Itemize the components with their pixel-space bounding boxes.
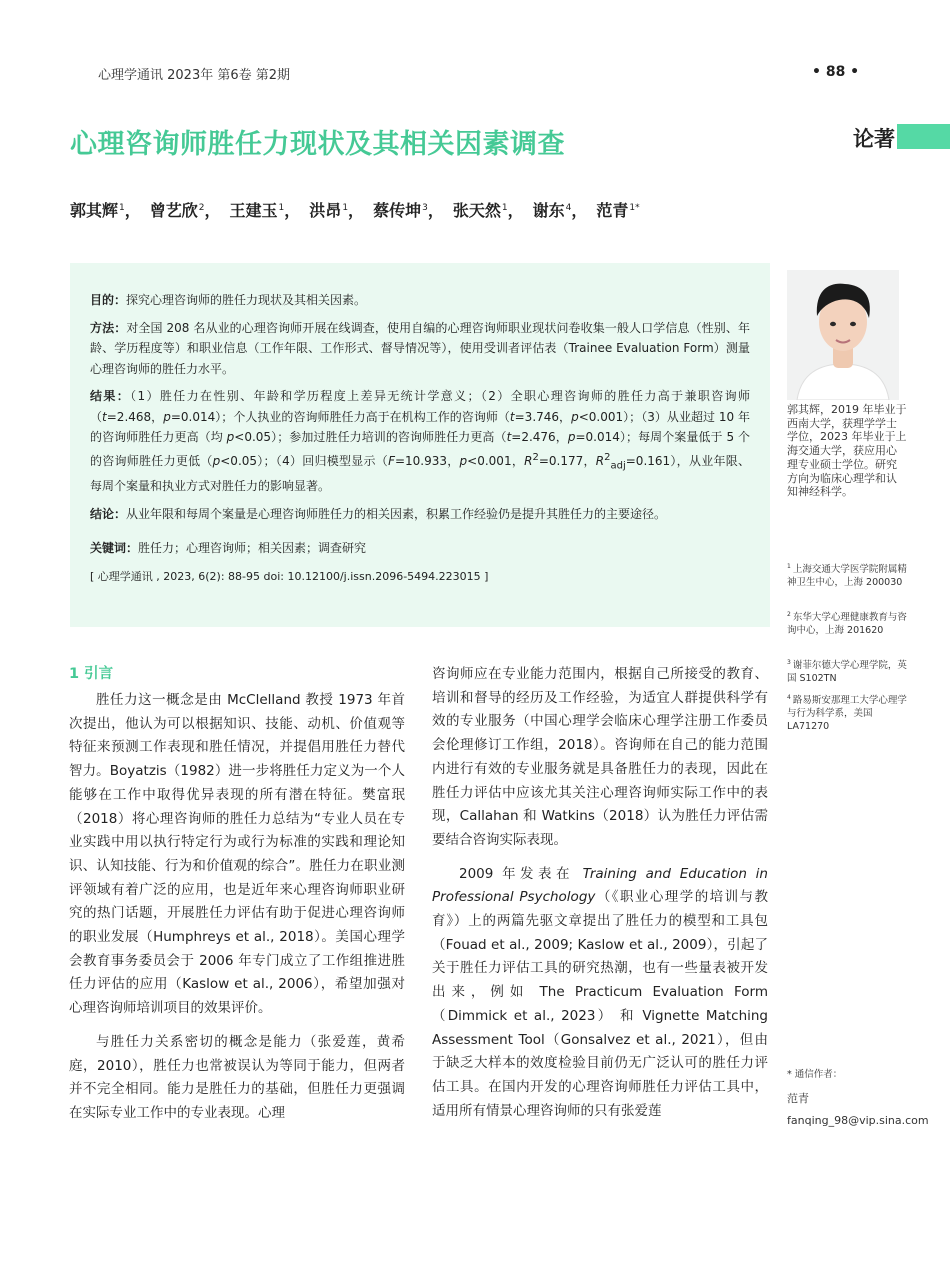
affiliation-2: $^2$ 东华大学心理健康教育与咨询中心，上海 201620: [787, 611, 907, 637]
author-name: 范青: [596, 201, 629, 220]
affiliation-1: $^1$ 上海交通大学医学院附属精神卫生中心，上海 200030: [787, 563, 907, 589]
affiliation-3: $^3$ 谢菲尔德大学心理学院，英国 S102TN: [787, 659, 907, 685]
author-affiliation-mark: 1: [278, 202, 285, 213]
author-separator: ，: [348, 201, 365, 220]
body-paragraph: 与胜任力关系密切的概念是能力（张爱莲，黄希庭，2010），胜任力也常被误认为等同于能力，但两者并不完全相同。能力是胜任力的基础，但胜任力更强调在实际专业工作中的专业表现。心理: [69, 1033, 405, 1121]
author-affiliation-mark: 4: [565, 202, 572, 213]
section-tab-bar: [897, 124, 950, 149]
author-bio: 郭其辉，2019 年毕业于西南大学，获理学学士学位，2023 年毕业于上海交通大学，获应用心理专业硕士学位。研究方向为临床心理学和认知神经科学。: [787, 403, 907, 499]
correspondence-label: * 通信作者：: [787, 1069, 843, 1080]
author-name: 蔡传坤: [373, 201, 422, 220]
correspondence-email: fanqing_98@vip.sina.com: [787, 1114, 929, 1127]
abstract-objective: 目的：探究心理咨询师的胜任力现状及其相关因素。: [90, 293, 367, 307]
abstract-keywords: 关键词：胜任力；心理咨询师；相关因素；调查研究: [90, 541, 367, 556]
author-affiliation-mark: 1: [501, 202, 508, 213]
author-separator: ，: [124, 201, 141, 220]
intro-heading: 1 引言: [69, 666, 114, 682]
author-portrait-image: [787, 270, 899, 400]
author-affiliation-mark: 3: [422, 202, 428, 213]
body-paragraph: 2009 年发表在 Training and Education in Professional Psychology（《职业心理学的培训与教育》）上的两篇先驱文章提出了胜任力的模型和工具包（Fouad et al., 2009; Kaslow et al., 2009），引起了关于胜任力评估工具的研究热潮，也有一些量表被开发出来，例如 The Practicum Evaluation Form（Dimmick et al., 2023） 和 Vignette Matching Assessment Tool（Gonsalvez et al., 2021），但由于缺乏大样本的效度检验目前仍无广泛认可的胜任力评估工具。在国内开发的心理咨询师胜任力评估工具中，适用所有情景心理咨询师的只有张爱莲: [432, 865, 768, 1119]
author-separator: ，: [204, 201, 221, 220]
author-name: 郭其辉: [70, 201, 119, 220]
abstract-box: [70, 263, 770, 627]
author-affiliation-mark: 2: [198, 202, 205, 213]
body-paragraph: 咨询师应在专业能力范围内，根据自己所接受的教育、培训和督导的经历及工作经验，为适宜人群提供科学有效的专业服务（中国心理学会临床心理学注册工作委员会伦理修订工作组，2018）。咨询师在自己的能力范围内进行有效的专业服务就是具备胜任力的表现，因此在胜任力评估中应该尤其关注心理咨询师实际工作中的表现，Callahan 和 Watkins（2018）认为胜任力评估需要结合咨询实际表现。: [432, 666, 768, 848]
affiliation-4: $^4$ 路易斯安那理工大学心理学与行为科学系，美国 LA71270: [787, 694, 907, 733]
author-affiliation-mark: 1: [119, 202, 125, 213]
author-affiliation-mark: 1: [342, 202, 349, 213]
author-separator: ，: [507, 201, 524, 220]
author-list: [70, 198, 640, 221]
article-title: 心理咨询师胜任力现状及其相关因素调查: [70, 129, 565, 160]
author-affiliation-mark: 1*: [629, 202, 640, 213]
author-name: 王建玉: [229, 201, 278, 220]
author-photo: [787, 270, 899, 400]
page-number: • 88 •: [812, 64, 860, 80]
author-name: 张天然: [452, 201, 501, 220]
author-separator: ，: [284, 201, 301, 220]
author-separator: ，: [427, 201, 444, 220]
abstract-methods: 方法：对全国 208 名从业的心理咨询师开展在线调查，使用自编的心理咨询师职业现状问卷收集一般人口学信息（性别、年龄、学历程度等）和职业信息（工作年限、工作形式、督导情况等），使用受训者评估表（Trainee Evaluation Form）测量心理咨询师的胜任力水平。: [90, 320, 750, 376]
correspondence-name: 范青: [787, 1092, 809, 1105]
body-column-right: [432, 663, 768, 1133]
author-name: 谢东: [532, 201, 565, 220]
body-paragraph: 胜任力这一概念是由 McClelland 教授 1973 年首次提出，他认为可以根据知识、技能、动机、价值观等特征来预测工作表现和胜任情况，并提倡用胜任力替代智力。Boyatzis（1982）进一步将胜任力定义为一个人能够在工作中取得优异表现的所有潜在特征。樊富珉（2018）将心理咨询师的胜任力总结为“专业人员在专业实践中用以执行特定行为或行为标准的实践和理论知识、认知技能、行为和价值观的综合”。胜任力在职业测评领域有着广泛的应用，也是近年来心理咨询师职业研究的热门话题，开展胜任力评估有助于促进心理咨询师的职业发展（Humphreys et al., 2018）。美国心理学会教育事务委员会于 2006 年专门成立了工作组推进胜任力评估的应用（Kaslow et al., 2006），希望加强对心理咨询师培训项目的效果评价。: [69, 692, 405, 1017]
author-name: 洪昂: [309, 201, 342, 220]
journal-header: 心理学通讯 2023年 第6卷 第2期: [98, 68, 291, 83]
section-label: 论著: [853, 127, 895, 151]
body-column-left: [69, 663, 405, 1136]
abstract-results: 结果：（1）胜任力在性别、年龄和学历程度上差异无统计学意义；（2）全职心理咨询师的胜任力高于兼职咨询师（t=2.468，p=0.014）；个人执业的咨询师胜任力高于在机构工作的咨询师（t=3.746，p<0.001）；（3）从业超过 10 年的咨询师胜任力更高（均 p<0.05）；参加过胜任力培训的咨询师胜任力更高（t=2.476，p=0.014）；每周个案量低于 5 个的咨询师胜任力更低（p<0.05）；（4）回归模型显示（F=10.933，p<0.001，$R^2=0.177$，$R^2_{adj}=0.161$），从业年限、每周个案量和执业方式对胜任力的影响显著。: [90, 389, 750, 494]
author-separator: ，: [571, 201, 588, 220]
author-name: 曾艺欣: [149, 201, 198, 220]
citation-line: [ 心理学通讯 , 2023, 6(2): 88-95 doi: 10.12100/j.issn.2096-5494.223015 ]: [90, 569, 489, 583]
abstract-conclusion: 结论：从业年限和每周个案量是心理咨询师胜任力的相关因素，积累工作经验仍是提升其胜任力的主要途径。: [90, 506, 667, 521]
